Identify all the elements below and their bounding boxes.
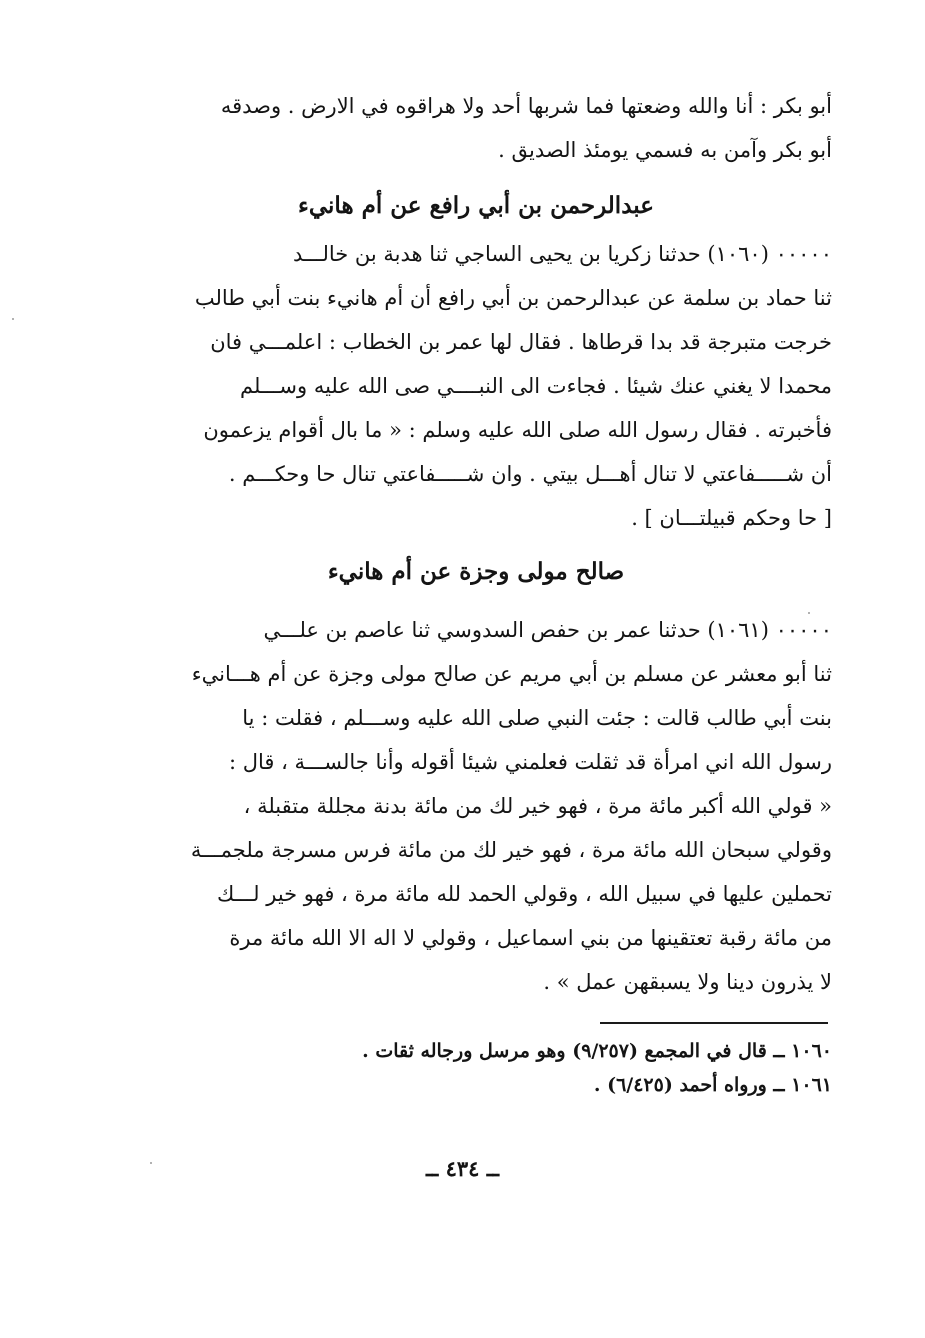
text-line: أن شـــــفاعتي لا تنال أهـــل بيتي . وان شـــــفاعتي تنال حا وحكـــم . [228, 462, 832, 486]
footnote-1061: ١٠٦١ ــ ورواه أحمد (٦/٤٢٥) . [593, 1074, 832, 1096]
text-line: فأخبرته . فقال رسول الله صلى الله عليه وسلم : « ما بال أقوام يزعمون [203, 418, 832, 442]
page-number: ــ ٤٣٤ ــ [425, 1156, 500, 1181]
text-line: لا يذرون دينا ولا يسبقهن عمل » . [543, 970, 832, 994]
text-line: محمدا لا يغني عنك شيئا . فجاءت الى النبــــي صى الله عليه وســـلم [240, 374, 832, 398]
footnotes [200, 1034, 832, 1102]
text-line: « قولي الله أكبر مائة مرة ، فهو خير لك من مائة بدنة مجللة متقبلة ، [243, 794, 832, 818]
footnote-separator [600, 1022, 828, 1024]
scan-speck [150, 1162, 152, 1164]
text-line: تحملين عليها في سبيل الله ، وقولي الحمد لله مائة مرة ، فهو خير لـــك [217, 882, 832, 906]
text-line: بنت أبي طالب قالت : جئت النبي صلى الله عليه وســـلم ، فقلت : يا [242, 706, 832, 730]
text-block-hadith-1060 [120, 232, 832, 540]
text-line: ٠٠٠٠٠ (١٠٦١) حدثنا عمر بن حفص السدوسي ثنا عاصم بن علـــي [263, 618, 832, 642]
text-line: أبو بكر : أنا والله وضعتها فما شربها أحد ولا هراقوه في الارض . وصدقه [220, 94, 832, 118]
text-line: وقولي سبحان الله مائة مرة ، فهو خير لك من مائة فرس مسرجة ملجمـــة [190, 838, 832, 862]
section-heading: عبدالرحمن بن أبي رافع عن أم هانيء [298, 192, 654, 219]
text-line: رسول الله اني امرأة قد ثقلت فعلمني شيئا أقوله وأنا جالســـة ، قال : [228, 750, 832, 774]
text-line: ثنا حماد بن سلمة عن عبدالرحمن بن أبي رافع أن أم هانيء بنت أبي طالب [194, 286, 832, 310]
text-line: أبو بكر وآمن به فسمي يومئذ الصديق . [498, 138, 832, 162]
footnote-1060: ١٠٦٠ ــ قال في المجمع (٩/٢٥٧) وهو مرسل ورجاله ثقات . [362, 1040, 832, 1062]
section-heading: صالح مولى وجزة عن أم هانيء [327, 558, 625, 585]
text-line: خرجت متبرجة قد بدا قرطاها . فقال لها عمر بن الخطاب : اعلمـــي فان [210, 330, 832, 354]
scan-speck [808, 612, 810, 614]
scan-speck [12, 318, 14, 320]
text-block-continuation [120, 84, 832, 172]
text-line: ثنا أبو معشر عن مسلم بن أبي مريم عن صالح مولى وجزة عن أم هـــانيء [191, 662, 832, 686]
text-line: [ حا وحكم قبيلتـــان ] . [631, 506, 832, 530]
text-line: ٠٠٠٠٠ (١٠٦٠) حدثنا زكريا بن يحيى الساجي ثنا هدبة بن خالـــد [292, 242, 832, 266]
text-block-hadith-1061 [120, 608, 832, 1004]
text-line: من مائة رقبة تعتقينها من بني اسماعيل ، وقولي لا اله الا الله مائة مرة [229, 926, 832, 950]
